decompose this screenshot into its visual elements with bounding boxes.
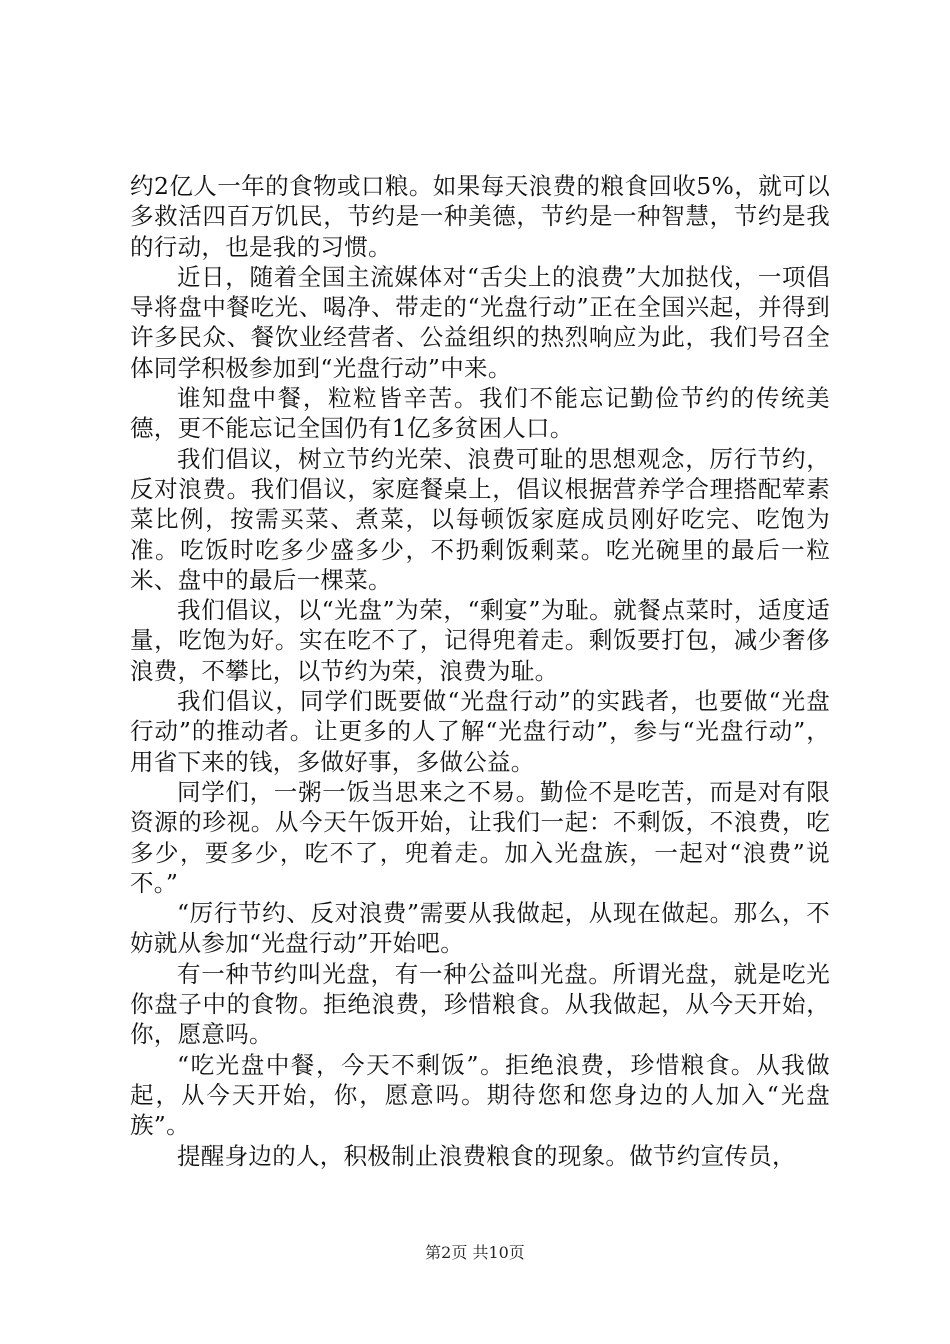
paragraph: “吃光盘中餐，今天不剩饭”。拒绝浪费，珍惜粮食。从我做起，从今天开始，你，愿意吗。期待您和您身边的人加入“光盘族”。 [130, 1050, 830, 1140]
paragraph: 约2亿人一年的食物或口粮。如果每天浪费的粮食回收5%，就可以多救活四百万饥民，节约是一种美德，节约是一种智慧，节约是我的行动，也是我的习惯。 [130, 172, 830, 261]
page-footer [0, 1243, 950, 1263]
paragraph: 提醒身边的人，积极制止浪费粮食的现象。做节约宣传员， [177, 1141, 796, 1170]
paragraph: 我们倡议，以“光盘”为荣，“剩宴”为耻。就餐点菜时，适度适量，吃饱为好。实在吃不了，记得兜着走。剩饭要打包，减少奢侈浪费，不攀比，以节约为荣，浪费为耻。 [130, 596, 830, 685]
page-number-label: 第2页 共10页 [425, 1243, 525, 1262]
paragraph: 谁知盘中餐，粒粒皆辛苦。我们不能忘记勤俭节约的传统美德，更不能忘记全国仍有1亿多贫困人口。 [130, 384, 830, 443]
paragraph: 我们倡议，树立节约光荣、浪费可耻的思想观念，厉行节约，反对浪费。我们倡议，家庭餐桌上，倡议根据营养学合理搭配荤素菜比例，按需买菜、煮菜，以每顿饭家庭成员刚好吃完、吃饱为准。吃饭时吃多少盛多少，不扔剩饭剩菜。吃光碗里的最后一粒米、盘中的最后一棵菜。 [130, 444, 830, 594]
paragraph: 我们倡议，同学们既要做“光盘行动”的实践者，也要做“光盘行动”的推动者。让更多的人了解“光盘行动”，参与“光盘行动”，用省下来的钱，多做好事，多做公益。 [130, 687, 830, 776]
document-body [130, 171, 830, 1171]
paragraph: “厉行节约、反对浪费”需要从我做起，从现在做起。那么，不妨就从参加“光盘行动”开始吧。 [130, 899, 830, 958]
paragraph: 同学们，一粥一饭当思来之不易。勤俭不是吃苦，而是对有限资源的珍视。从今天午饭开始，让我们一起：不剩饭，不浪费，吃多少，要多少，吃不了，兜着走。加入光盘族，一起对“浪费”说不。” [130, 777, 830, 897]
paragraph: 有一种节约叫光盘，有一种公益叫光盘。所谓光盘，就是吃光你盘子中的食物。拒绝浪费，珍惜粮食。从我做起，从今天开始，你，愿意吗。 [130, 959, 830, 1049]
paragraph: 近日，随着全国主流媒体对“舌尖上的浪费”大加挞伐，一项倡导将盘中餐吃光、喝净、带走的“光盘行动”正在全国兴起，并得到许多民众、餐饮业经营者、公益组织的热烈响应为此，我们号召全体同学积极参加到“光盘行动”中来。 [130, 262, 830, 382]
